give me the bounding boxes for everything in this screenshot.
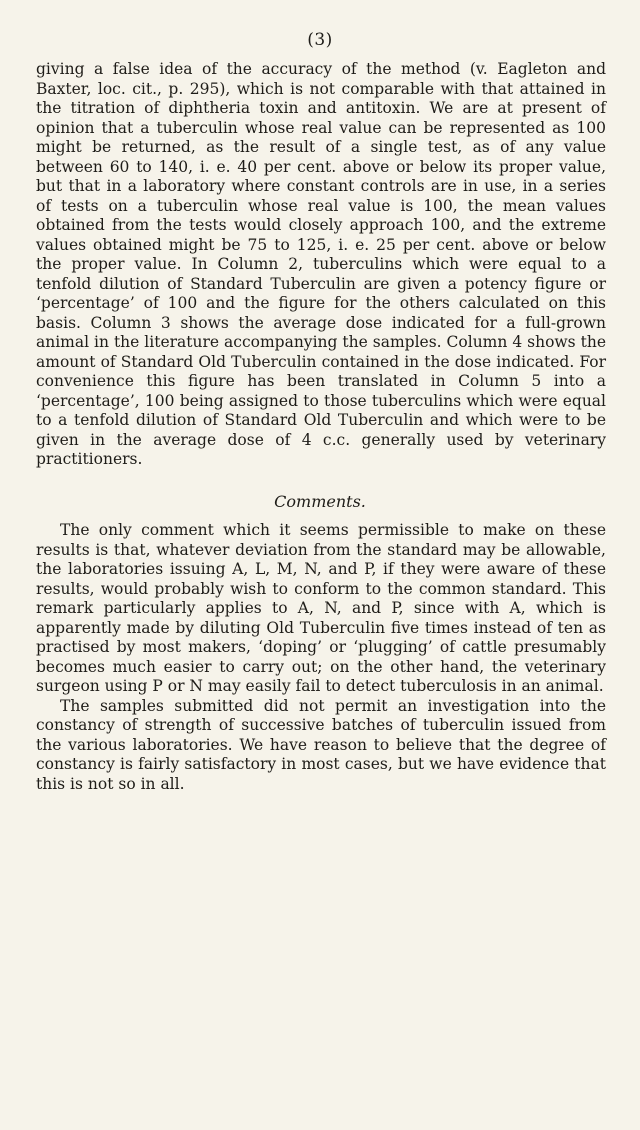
paragraph-continuation: giving a false idea of the accuracy of the method (v. Eagleton and Baxter, loc. cit., p. 295), which is not comparable with that attained in the titration of diphtheria toxin and antitoxin. We are at present of opinion that a tuberculin whose real value can be represented as 100 might be returned, as the result of a single test, as of any value between 60 to 140, i. e. 40 per cent. above or below its proper value, but that in a laboratory where constant controls are in use, in a series of tests on a tuberculin whose real value is 100, the mean values obtained from the tests would closely approach 100, and the extreme values obtained might be 75 to 125, i. e. 25 per cent. above or below the proper value. In Column 2, tuberculins which were equal to a tenfold dilution of Standard Tuberculin are given a potency figure or ‘percentage’ of 100 and the figure for the others calculated on this basis. Column 3 shows the average dose indicated for a full-grown animal in the literature accompanying the samples. Column 4 shows the amount of Standard Old Tuberculin contained in the dose indicated. For convenience this figure has been translated in Column 5 into a ‘percentage’, 100 being assigned to those tuberculins which were equal to a tenfold dilution of Standard Old Tuberculin and which were to be given in the average dose of 4 c.c. generally used by veterinary practitioners. (36, 60, 606, 468)
section-heading-comments: Comments. (274, 492, 366, 511)
body-text-top (36, 60, 606, 470)
paragraph-comment-1: The only comment which it seems permissible to make on these results is that, whatever deviation from the standard may be allowable, the laboratories issuing A, L, M, N, and P, if they were aware of these results, would probably wish to conform to the common standard. This remark particularly applies to A, N, and P, since with A, which is apparently made by diluting Old Tuberculin five times instead of ten as practised by most makers, ‘doping’ or ‘plugging’ of cattle presumably becomes much easier to carry out; on the other hand, the veterinary surgeon using P or N may easily fail to detect tuberculosis in an animal. (36, 521, 606, 695)
page-number: (3) (307, 30, 333, 50)
body-text-comments (36, 521, 606, 794)
paragraph-comment-2: The samples submitted did not permit an investigation into the constancy of strength of successive batches of tuberculin issued from the various laboratories. We have reason to believe that the degree of constancy is fairly satisfactory in most cases, but we have evidence that this is not so in all. (36, 696, 606, 793)
